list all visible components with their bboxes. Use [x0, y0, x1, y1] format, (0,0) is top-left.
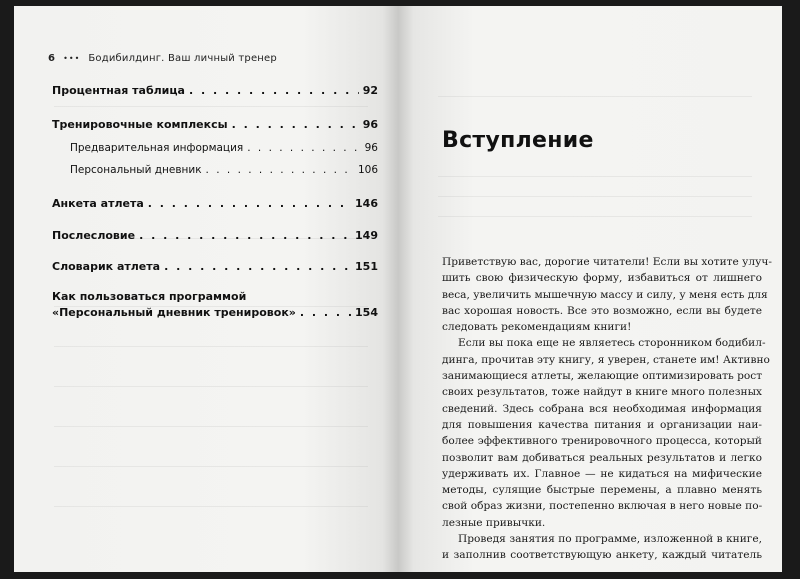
text-line: следовать рекомендациям книги! [442, 321, 632, 334]
body-text [442, 254, 772, 564]
text-line: веса, увеличить мышечную массу и силу, у меня есть для [442, 288, 768, 301]
text-line: позволит вам добиваться реальных результатов и легко [442, 451, 762, 464]
text-line: Если вы пока еще не являетесь сторонником бодибил- [458, 337, 766, 350]
book-spread [14, 6, 782, 572]
text-line: своих результатов, тоже найдут в книге много полезных [442, 386, 762, 399]
text-line: удерживать их. Главное — не кидаться на мифические [442, 467, 762, 480]
chapter-title: Вступление [442, 128, 594, 153]
text-line: свой образ жизни, постепенно включая в него новые по- [442, 500, 763, 513]
right-page [398, 6, 782, 572]
left-page [14, 6, 398, 572]
text-line: более эффективного тренировочного процесса, который [442, 435, 762, 448]
text-line: методы, сулящие быстрые перемены, а плавно менять [442, 484, 762, 497]
toc-entry: Анкета атлета . . . 146 [52, 197, 378, 210]
toc-entry: Предварительная информация . . . 96 [52, 142, 378, 154]
toc-entry: Тренировочные комплексы . . . 96 [52, 118, 378, 131]
running-title: Бодибилдинг. Ваш личный тренер [88, 53, 277, 64]
text-line: занимающиеся атлеты, желающие оптимизировать рост [442, 370, 763, 383]
text-line: шить свою физическую форму, избавиться от лишнего [442, 272, 762, 285]
toc-entry: Персональный дневник . . . 106 [52, 164, 378, 176]
page-number: 6 [48, 53, 56, 64]
toc-entry: Послесловие . . . 149 [52, 229, 378, 242]
text-line: вас хорошая новость. Все это возможно, если вы будете [442, 304, 762, 317]
toc-entry: Словарик атлета . . . 151 [52, 260, 378, 273]
text-line: сведений. Здесь собрана вся необходимая информация [442, 402, 762, 415]
toc-entry-multiline: Как пользоваться программой «Персональный дневник тренировок» . . . 154 [52, 290, 378, 319]
text-line: динга, прочитав эту книгу, я уверен, станете им! Активно [442, 353, 770, 366]
text-line: для повышения качества питания и организации наи- [442, 418, 762, 431]
text-line: Приветствую вас, дорогие читатели! Если вы хотите улуч- [442, 256, 772, 268]
text-line: Проведя занятия по программе, изложенной в книге, [458, 533, 762, 546]
text-line: и заполнив соответствующую анкету, каждый читатель [442, 549, 762, 562]
text-line: лезные привычки. [442, 516, 546, 529]
running-head [48, 53, 277, 64]
ornament: ••• [63, 54, 81, 63]
toc-entry: Процентная таблица . . . 92 [52, 84, 378, 97]
